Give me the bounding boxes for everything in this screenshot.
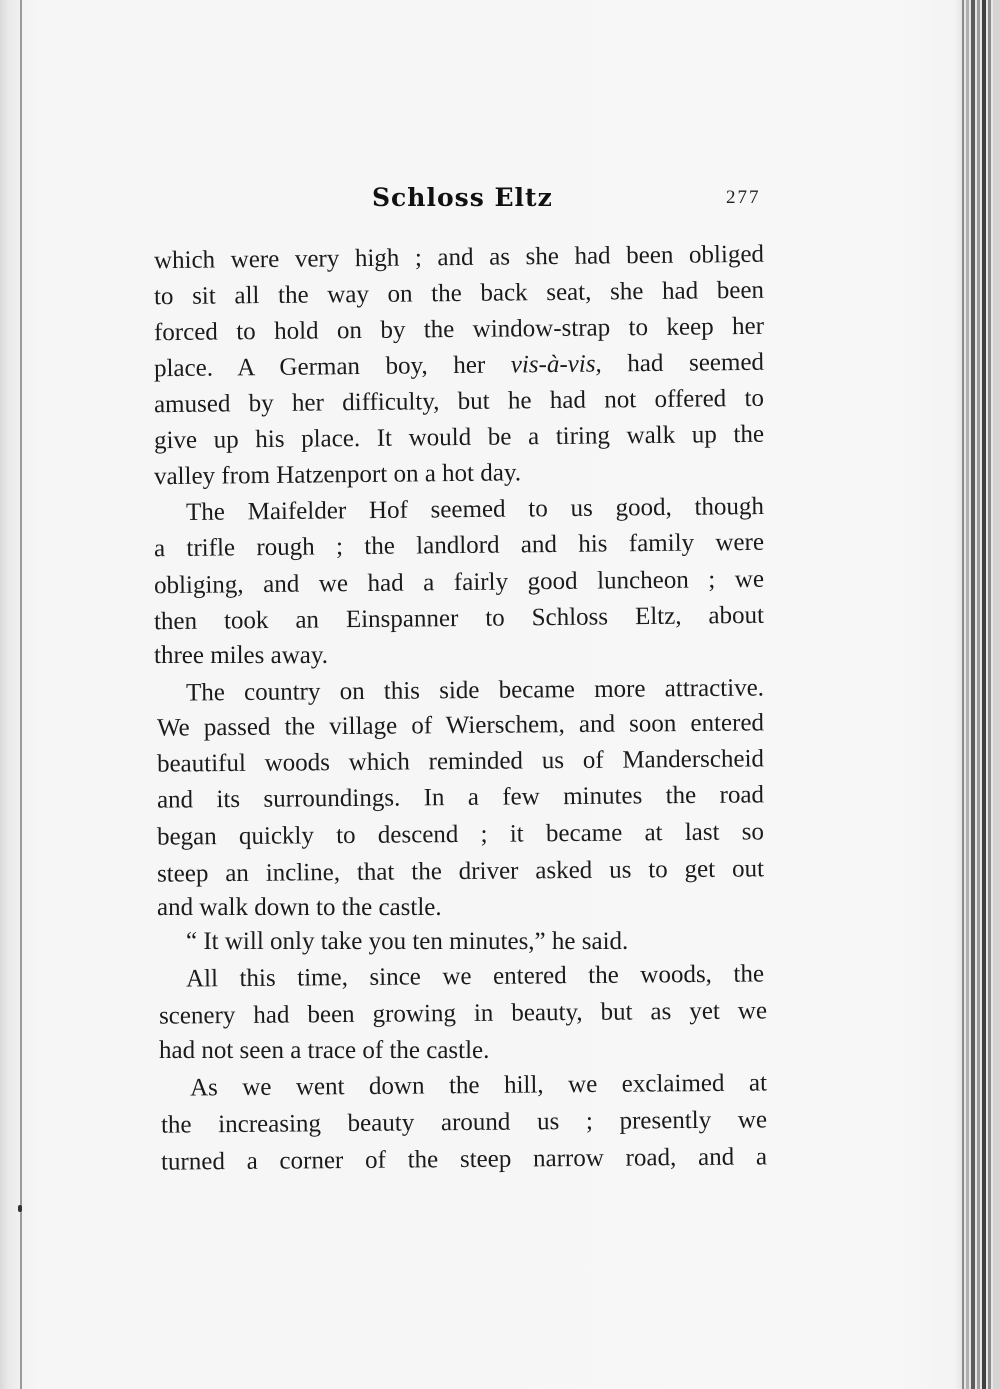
text-line: to sit all the way on the back seat, she had been xyxy=(153,276,765,311)
text-line: turned a corner of the steep narrow road, and a xyxy=(160,1143,768,1176)
text-line xyxy=(154,348,764,384)
running-title: Schloss Eltz xyxy=(372,183,553,212)
text-line: forced to hold on by the window-strap to keep her xyxy=(153,312,765,347)
page-edge xyxy=(966,0,969,1389)
page-edge xyxy=(993,0,1000,1389)
gutter-line xyxy=(20,0,22,1389)
text-line: “ It will only take you ten minutes,” he said. xyxy=(186,928,629,955)
text-line: As we went down the hill, we exclaimed at xyxy=(189,1069,768,1102)
text-segment: place. A German boy, her xyxy=(153,351,511,383)
text-line: scenery had been growing in beauty, but as yet we xyxy=(158,997,768,1030)
text-line: We passed the village of Wierschem, and soon entered xyxy=(156,709,765,742)
page-edge xyxy=(982,0,986,1389)
text-line: The Maifelder Hof seemed to us good, though xyxy=(185,492,765,527)
text-line: The country on this side became more attractive. xyxy=(185,674,765,707)
text-line: valley from Hatzenport on a hot day. xyxy=(153,459,522,491)
italic-phrase: vis-à-vis, xyxy=(510,350,602,379)
text-line: obliging, and we had a fairly good luncheon ; we xyxy=(153,565,765,600)
page-edge xyxy=(977,0,980,1389)
page-number: 277 xyxy=(726,187,761,208)
text-line: beautiful woods which reminded us of Manderscheid xyxy=(156,745,765,778)
text-line: had not seen a trace of the castle. xyxy=(159,1037,490,1064)
page-edge xyxy=(988,0,991,1389)
text-line: All this time, since we entered the woods, the xyxy=(185,960,765,993)
text-line: three miles away. xyxy=(154,642,328,669)
running-head xyxy=(150,183,770,223)
text-line: a trifle rough ; the landlord and his family were xyxy=(153,528,765,563)
text-line: and walk down to the castle. xyxy=(157,894,442,921)
text-line: and its surroundings. In a few minutes the road xyxy=(156,781,765,814)
text-line: which were very high ; and as she had been obliged xyxy=(153,240,765,275)
text-line: amused by her difficulty, but he had not offered to xyxy=(153,384,765,419)
text-segment: had seemed xyxy=(601,348,765,378)
scan-speck xyxy=(18,1205,22,1212)
text-line: steep an incline, that the driver asked us to get out xyxy=(156,855,765,888)
text-line: began quickly to descend ; it became at last so xyxy=(156,818,765,851)
text-line: give up his place. It would be a tiring walk up the xyxy=(153,420,765,455)
page-edge xyxy=(971,0,975,1389)
text-line: the increasing beauty around us ; presently we xyxy=(160,1106,768,1139)
text-line: then took an Einspanner to Schloss Eltz, about xyxy=(153,601,765,636)
page-edge xyxy=(962,0,964,1389)
